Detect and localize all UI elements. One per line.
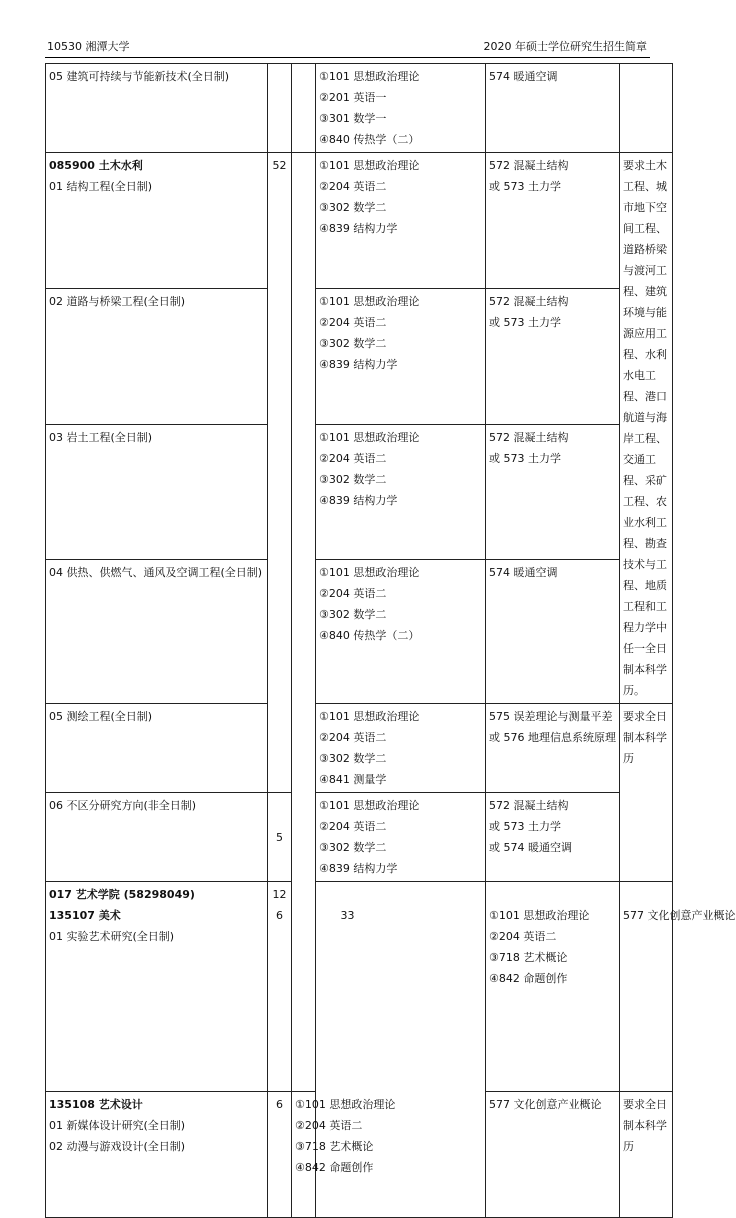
subject: ③302 数学二 xyxy=(319,336,387,350)
subject: ③301 数学一 xyxy=(319,112,387,125)
subject: ①101 思想政治理论 xyxy=(295,1098,396,1111)
subjects-cell xyxy=(316,793,486,882)
direction-name: 01 实验艺术研究(全日制) xyxy=(49,930,175,943)
quota-cell xyxy=(268,793,292,882)
note-cell xyxy=(620,1092,673,1218)
subject: ②204 英语二 xyxy=(319,315,387,329)
direction-cell xyxy=(46,64,268,153)
subject: ②204 英语二 xyxy=(319,820,387,833)
direction-name: 05 建筑可持续与节能新技术(全日制) xyxy=(49,70,230,83)
direction-cell xyxy=(46,560,268,704)
subject: ④839 结构力学 xyxy=(319,222,398,235)
subject: ④839 结构力学 xyxy=(319,493,398,507)
subject: ①101 思想政治理论 xyxy=(319,70,420,83)
retest-cell xyxy=(486,560,620,704)
table-row xyxy=(46,288,673,424)
header-rule xyxy=(45,57,650,58)
retest-cell xyxy=(486,1092,620,1218)
subject: ①101 思想政治理论 xyxy=(319,294,420,308)
subject: ①101 思想政治理论 xyxy=(489,909,590,922)
table-row xyxy=(46,704,673,793)
subject: ④840 传热学（二） xyxy=(319,629,420,643)
direction-name: 03 岩土工程(全日制) xyxy=(49,430,153,444)
table-row xyxy=(46,153,673,289)
requirement-note: 要求全日制本科学历 xyxy=(623,710,667,765)
quota-cell xyxy=(268,64,292,153)
retest-subject: 或 573 土力学 xyxy=(489,180,561,193)
table-row xyxy=(46,64,673,153)
subjects-cell xyxy=(316,153,486,289)
subject: ③302 数学二 xyxy=(319,472,387,486)
retest-subject: 或 574 暖通空调 xyxy=(489,841,572,854)
retest-cell xyxy=(486,64,620,153)
subject: ①101 思想政治理论 xyxy=(319,566,420,580)
direction-name: 05 测绘工程(全日制) xyxy=(49,710,153,723)
admissions-table xyxy=(45,63,736,1218)
subjects-cell xyxy=(316,288,486,424)
retest-subject: 577 文化创意产业概论 xyxy=(489,1098,602,1111)
subject: ④839 结构力学 xyxy=(319,357,398,371)
retest-subject: 572 混凝土结构 xyxy=(489,799,569,812)
gap-cell xyxy=(292,153,316,1092)
subject: ②204 英语二 xyxy=(319,451,387,465)
table-row xyxy=(46,560,673,704)
direction-cell xyxy=(46,288,268,424)
subject: ①101 思想政治理论 xyxy=(319,430,420,444)
retest-subject: 574 暖通空调 xyxy=(489,566,558,580)
direction-cell xyxy=(46,704,268,793)
subjects-cell xyxy=(316,560,486,704)
quota-cell xyxy=(268,1092,292,1218)
quota-value: 52 xyxy=(272,159,287,172)
retest-subject: 572 混凝土结构 xyxy=(489,294,569,308)
subject: ④842 命题创作 xyxy=(489,972,568,985)
header-title: 2020 年硕士学位研究生招生简章 xyxy=(483,40,647,53)
page-number: 33 xyxy=(340,909,355,922)
subject: ②204 英语二 xyxy=(319,587,387,601)
subjects-cell xyxy=(316,424,486,560)
subject: ③718 艺术概论 xyxy=(489,951,568,964)
note-cell xyxy=(620,704,673,882)
subject: ④839 结构力学 xyxy=(319,862,398,875)
retest-subject: 或 576 地理信息系统原理 xyxy=(489,731,616,744)
direction-name: 02 动漫与游戏设计(全日制) xyxy=(49,1140,186,1153)
college-name: 017 艺术学院 (58298049) xyxy=(49,888,195,901)
quota-value: 5 xyxy=(276,830,283,844)
requirement-note: 要求全日制本科学历 xyxy=(623,1098,667,1153)
direction-name: 04 供热、供燃气、通风及空调工程(全日制) xyxy=(49,566,263,580)
college-quota: 12 xyxy=(272,888,287,901)
subject: ②201 英语一 xyxy=(319,91,387,104)
direction-cell xyxy=(46,153,268,289)
header-school: 10530 湘潭大学 xyxy=(47,40,130,53)
subject: ①101 思想政治理论 xyxy=(319,799,420,812)
retest-subject: 572 混凝土结构 xyxy=(489,159,569,172)
quota-cell xyxy=(268,153,292,793)
retest-cell xyxy=(486,424,620,560)
retest-subject: 或 573 土力学 xyxy=(489,315,561,329)
direction-name: 01 新媒体设计研究(全日制) xyxy=(49,1119,186,1132)
subject: ①101 思想政治理论 xyxy=(319,710,420,723)
subject: ③302 数学二 xyxy=(319,841,387,854)
subject: ②204 英语二 xyxy=(319,180,387,193)
subject: ④842 命题创作 xyxy=(295,1161,374,1174)
retest-subject: 577 文化创意产业概论 xyxy=(623,909,736,922)
subjects-cell xyxy=(316,64,486,153)
direction-cell xyxy=(46,793,268,882)
subject: ③302 数学二 xyxy=(319,201,387,214)
direction-cell xyxy=(46,424,268,560)
subject: ②204 英语二 xyxy=(489,930,557,943)
direction-cell xyxy=(46,1092,268,1218)
gap-cell xyxy=(292,64,316,153)
retest-subject: 572 混凝土结构 xyxy=(489,430,569,444)
major-code: 085900 土木水利 xyxy=(49,159,143,172)
direction-name: 01 结构工程(全日制) xyxy=(49,180,153,193)
subject: ④841 测量学 xyxy=(319,773,387,786)
subject: ③302 数学二 xyxy=(319,608,387,622)
direction-name: 06 不区分研究方向(非全日制) xyxy=(49,799,197,812)
retest-cell xyxy=(486,793,620,882)
requirement-note: 要求土木工程、城市地下空间工程、道路桥梁与渡河工程、建筑环境与能源应用工程、水利水电工程、港口航道与海岸工程、交通工程、采矿工程、农业水利工程、勘查技术与工程、地质工程和工程力学中任一全日制本科学历。 xyxy=(623,159,667,697)
retest-subject: 575 误差理论与测量平差 xyxy=(489,710,613,723)
subject: ③302 数学二 xyxy=(319,752,387,765)
subjects-cell xyxy=(316,704,486,793)
table-row xyxy=(46,793,673,882)
quota-value: 6 xyxy=(276,909,283,922)
subject: ①101 思想政治理论 xyxy=(319,159,420,172)
subject: ④840 传热学（二） xyxy=(319,133,420,146)
subjects-cell xyxy=(292,1092,396,1218)
note-cell xyxy=(620,153,673,704)
direction-name: 02 道路与桥梁工程(全日制) xyxy=(49,294,186,308)
major-code: 135107 美术 xyxy=(49,909,121,922)
major-code: 135108 艺术设计 xyxy=(49,1098,143,1111)
retest-subject: 或 573 土力学 xyxy=(489,820,561,833)
retest-cell xyxy=(486,704,620,793)
subject: ③718 艺术概论 xyxy=(295,1140,374,1153)
quota-value: 6 xyxy=(276,1098,283,1111)
subject: ②204 英语二 xyxy=(319,731,387,744)
note-cell xyxy=(620,64,673,153)
retest-cell xyxy=(486,153,620,289)
retest-cell xyxy=(486,288,620,424)
subject: ②204 英语二 xyxy=(295,1119,363,1132)
table-row xyxy=(46,424,673,560)
retest-subject: 或 573 土力学 xyxy=(489,451,561,465)
retest-subject: 574 暖通空调 xyxy=(489,70,558,83)
